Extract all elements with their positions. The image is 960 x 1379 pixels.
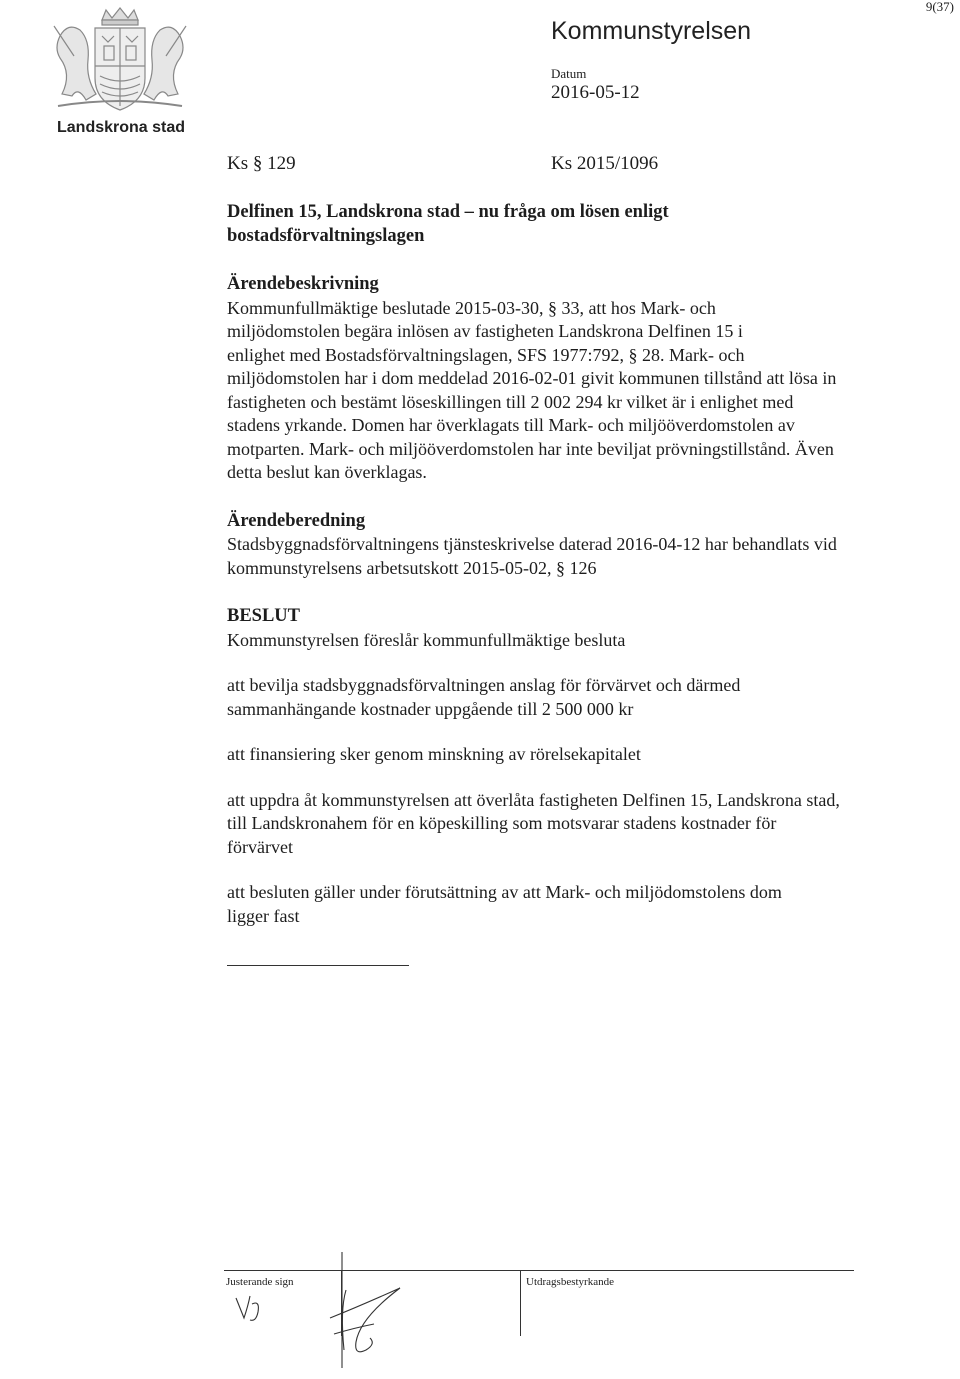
document-date: 2016-05-12 <box>551 82 640 103</box>
extract-label: Utdragsbestyrkande <box>526 1276 614 1288</box>
text-line: till Landskronahem för en köpeskilling som motsvarar stadens kostnader för <box>227 813 777 833</box>
title-line: Delfinen 15, Landskrona stad – nu fråga om lösen enligt <box>227 202 669 222</box>
case-number: Ks 2015/1096 <box>551 153 659 174</box>
text-line: stadens yrkande. Domen har överklagats till Mark- och miljööverdomstolen av <box>227 415 795 435</box>
text-line: sammanhängande kostnader uppgående till 2 500 000 kr <box>227 698 634 719</box>
document-title <box>227 200 927 248</box>
text-line: motparten. Mark- och miljööverdomstolen har inte beviljat prövningstillstånd. Även <box>227 438 834 459</box>
title-line: bostadsförvaltningslagen <box>227 226 425 246</box>
end-rule <box>227 965 409 966</box>
decision-intro: Kommunstyrelsen föreslår kommunfullmäktige besluta <box>227 629 626 650</box>
text-line: fastigheten och bestämt löseskillingen till 2 002 294 kr vilket är i enlighet med <box>227 391 794 412</box>
text-line: kommunstyrelsens arbetsutskott 2015-05-02, § 126 <box>227 557 597 578</box>
text-line: att bevilja stadsbyggnadsförvaltningen anslag för förvärvet och därmed <box>227 675 741 695</box>
preparation-heading: Ärendeberedning <box>227 510 366 531</box>
text-line: att finansiering sker genom minskning av rörelsekapitalet <box>227 744 641 764</box>
page-number: 9(37) <box>925 0 954 14</box>
text-line: ligger fast <box>227 905 300 926</box>
text-line: miljödomstolen har i dom meddelad 2016-02-01 givit kommunen tillstånd att lösa in <box>227 368 837 388</box>
signature-divider <box>520 1270 521 1336</box>
text-line: Kommunfullmäktige beslutade 2015-03-30, § 33, att hos Mark- och <box>227 297 716 318</box>
description-text <box>227 297 927 485</box>
section-reference: Ks § 129 <box>227 153 296 174</box>
organization-name: Landskrona stad <box>57 119 186 136</box>
decision-item <box>227 789 927 860</box>
date-label: Datum <box>551 66 587 81</box>
decision-item <box>227 743 927 767</box>
document-body <box>227 200 927 928</box>
text-line: förvärvet <box>227 836 293 857</box>
decision-item <box>227 674 927 721</box>
decision-item <box>227 881 927 928</box>
description-heading: Ärendebeskrivning <box>227 274 379 294</box>
verifier-label: Justerande sign <box>226 1276 294 1288</box>
decision-heading: BESLUT <box>227 606 301 626</box>
handwritten-signature <box>224 1250 424 1378</box>
text-line: att uppdra åt kommunstyrelsen att överlåta fastigheten Delfinen 15, Landskrona stad, <box>227 789 840 810</box>
text-line: enlighet med Bostadsförvaltningslagen, SFS 1977:792, § 28. Mark- och <box>227 344 745 365</box>
text-line: Stadsbyggnadsförvaltningens tjänsteskrivelse daterad 2016-04-12 har behandlats vid <box>227 534 837 554</box>
preparation-text <box>227 533 927 580</box>
issuing-body: Kommunstyrelsen <box>551 17 752 45</box>
text-line: detta beslut kan överklagas. <box>227 462 427 482</box>
text-line: miljödomstolen begära inlösen av fastigheten Landskrona Delfinen 15 i <box>227 321 743 341</box>
text-line: att besluten gäller under förutsättning av att Mark- och miljödomstolens dom <box>227 882 782 902</box>
coat-of-arms-logo <box>40 6 200 118</box>
signature-box <box>224 1270 854 1378</box>
